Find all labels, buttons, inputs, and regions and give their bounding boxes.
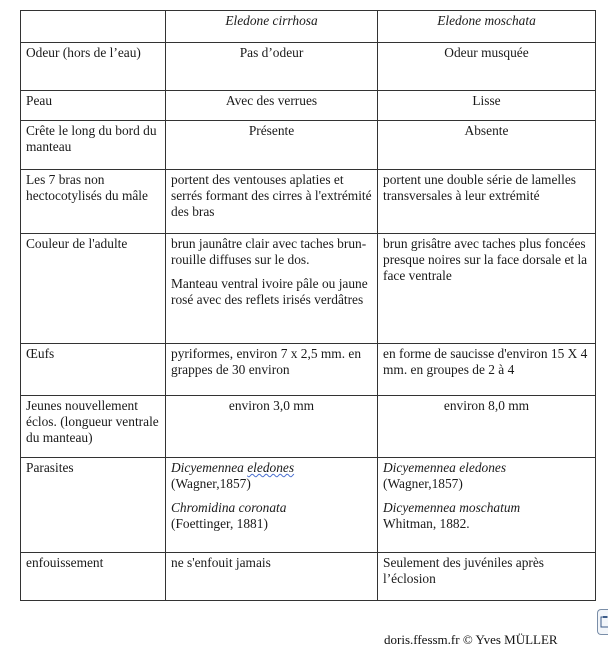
row-label: Crête le long du bord du manteau: [21, 121, 166, 170]
spellcheck-underlined-word[interactable]: eledones: [247, 460, 295, 475]
copyright-credit: doris.ffessm.fr © Yves MÜLLER: [384, 632, 558, 647]
cell-paragraph: brun jaunâtre clair avec taches brun-rouille diffuses sur le dos.: [171, 236, 367, 267]
cell-paragraph: [383, 460, 590, 492]
cell-cirrhosa: [166, 458, 378, 553]
row-label: Jeunes nouvellement éclos. (longueur ventrale du manteau): [21, 396, 166, 458]
row-label: Peau: [21, 91, 166, 121]
cell-cirrhosa: portent des ventouses aplaties et serrés formant des cirres à l'extrémité des bras: [166, 170, 378, 234]
cell-moschata: en forme de saucisse d'environ 15 X 4 mm. en groupes de 2 à 4: [378, 344, 596, 396]
cell-moschata: environ 8,0 mm: [378, 396, 596, 458]
header-eledone-moschata: Eledone moschata: [378, 11, 596, 43]
cell-paragraph: [383, 500, 590, 532]
parasite-author: Whitman, 1882.: [383, 516, 470, 531]
row-label: Couleur de l'adulte: [21, 234, 166, 344]
cell-cirrhosa: [166, 234, 378, 344]
parasite-author: (Wagner,1857): [383, 476, 463, 491]
comparison-table: [20, 10, 596, 601]
header-empty-cell: [21, 11, 166, 43]
cell-cirrhosa: Pas d’odeur: [166, 43, 378, 91]
row-label: enfouissement: [21, 553, 166, 601]
parasite-author: (Foettinger, 1881): [171, 516, 268, 531]
cell-moschata: Absente: [378, 121, 596, 170]
paste-options-button[interactable]: [597, 609, 608, 635]
row-label: Parasites: [21, 458, 166, 553]
table-row-enfouissement: [21, 553, 596, 601]
table-row-couleur: [21, 234, 596, 344]
cell-moschata: Seulement des juvéniles après l’éclosion: [378, 553, 596, 601]
cell-moschata: Odeur musquée: [378, 43, 596, 91]
cell-cirrhosa: environ 3,0 mm: [166, 396, 378, 458]
parasite-name: Dicyemennea moschatum: [383, 500, 521, 515]
row-label: Odeur (hors de l’eau): [21, 43, 166, 91]
cell-moschata: portent une double série de lamelles transversales à leur extrémité: [378, 170, 596, 234]
table-row-crete: [21, 121, 596, 170]
parasite-name: Dicyemennea eledones: [383, 460, 507, 475]
table-row-oeufs: [21, 344, 596, 396]
cell-moschata: [378, 458, 596, 553]
table-row-parasites: [21, 458, 596, 553]
cell-cirrhosa: Avec des verrues: [166, 91, 378, 121]
parasite-genus: Dicyemennea: [171, 460, 248, 475]
cell-moschata: brun grisâtre avec taches plus foncées presque noires sur la face dorsale et la face ventrale: [378, 234, 596, 344]
cell-cirrhosa: pyriformes, environ 7 x 2,5 mm. en grappes de 30 environ: [166, 344, 378, 396]
table-row-jeunes: [21, 396, 596, 458]
parasite-author: (Wagner,1857): [171, 476, 251, 491]
cell-cirrhosa: Présente: [166, 121, 378, 170]
cell-paragraph: [171, 460, 372, 492]
table-row-peau: [21, 91, 596, 121]
paste-options-icon: [600, 615, 608, 629]
cell-paragraph: Manteau ventral ivoire pâle ou jaune rosé avec des reflets irisés verdâtres: [171, 276, 368, 307]
row-label: Les 7 bras non hectocotylisés du mâle: [21, 170, 166, 234]
header-eledone-cirrhosa: Eledone cirrhosa: [166, 11, 378, 43]
parasite-name: Chromidina coronata: [171, 500, 287, 515]
table-header-row: [21, 11, 596, 43]
cell-cirrhosa: ne s'enfouit jamais: [166, 553, 378, 601]
table-row-bras: [21, 170, 596, 234]
cell-paragraph: [171, 500, 372, 532]
table-row-odeur: [21, 43, 596, 91]
row-label: Œufs: [21, 344, 166, 396]
cell-moschata: Lisse: [378, 91, 596, 121]
